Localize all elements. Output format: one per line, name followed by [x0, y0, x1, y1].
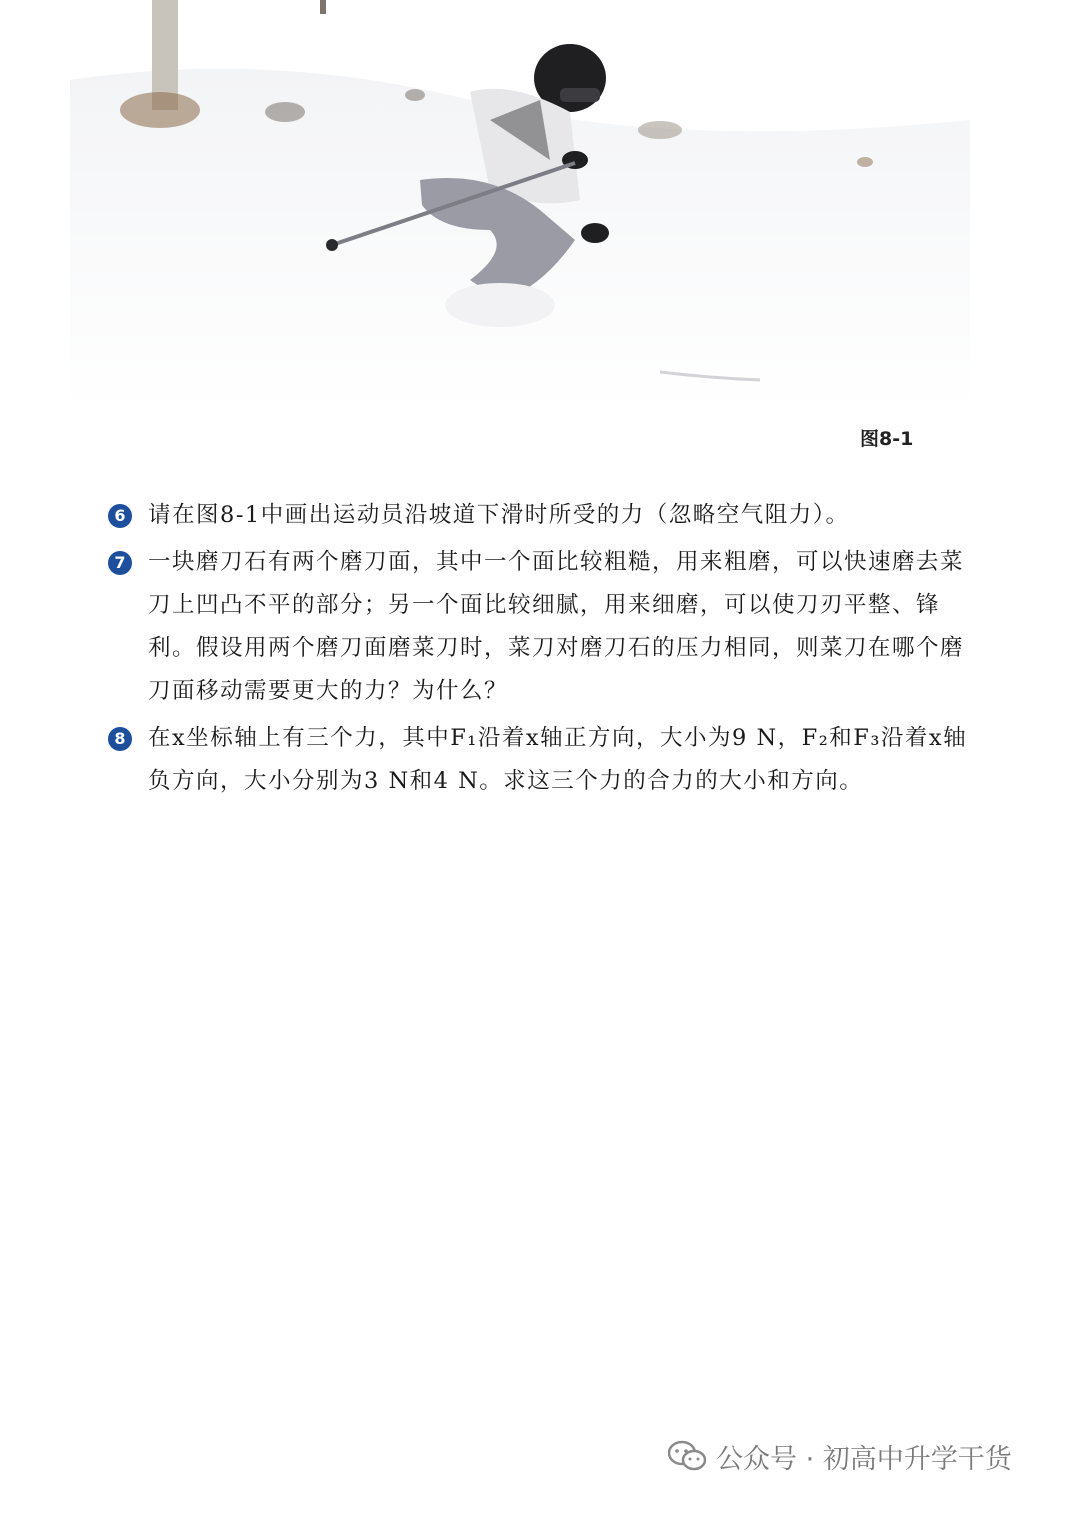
- question-item: [108, 494, 968, 537]
- question-text: 请在图8-1中画出运动员沿坡道下滑时所受的力（忽略空气阻力）。: [148, 502, 850, 528]
- question-list: [108, 494, 968, 807]
- watermark: [668, 1434, 1012, 1478]
- question-number-badge: 7: [108, 551, 132, 575]
- figure-caption: 图8-1: [860, 428, 914, 450]
- question-number-badge: 6: [108, 504, 132, 528]
- watermark-text: 公众号 · 初高中升学干货: [716, 1443, 1012, 1475]
- question-item: [108, 717, 968, 803]
- wechat-icon: [668, 1440, 706, 1472]
- question-item: [108, 541, 968, 713]
- question-text: 一块磨刀石有两个磨刀面，其中一个面比较粗糙，用来粗磨，可以快速磨去菜刀上凹凸不平的部分；另一个面比较细腻，用来细磨，可以使刀刃平整、锋利。假设用两个磨刀面磨菜刀时，菜刀对磨刀石的压力相同，则菜刀在哪个磨刀面移动需要更大的力？为什么？: [148, 549, 965, 704]
- question-number-badge: 8: [108, 727, 132, 751]
- question-text: 在x坐标轴上有三个力，其中F₁沿着x轴正方向，大小为9 N，F₂和F₃沿着x轴负方向，大小分别为3 N和4 N。求这三个力的合力的大小和方向。: [148, 725, 968, 794]
- skier-photo: [70, 0, 970, 410]
